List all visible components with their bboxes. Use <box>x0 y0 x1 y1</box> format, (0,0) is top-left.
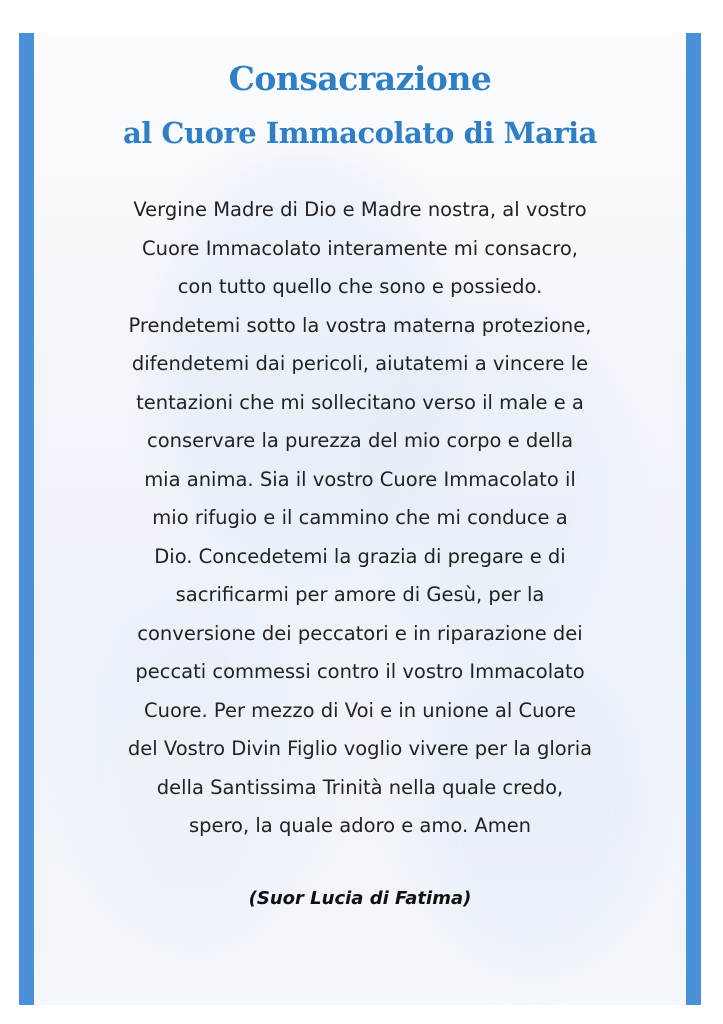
prayer-line: conversione dei peccatori e in riparazione dei <box>137 621 583 645</box>
prayer-line: Cuore. Per mezzo di Voi e in unione al Cuore <box>144 698 576 722</box>
prayer-card <box>34 33 686 1005</box>
right-blue-border <box>686 33 701 1005</box>
left-blue-border <box>19 33 34 1005</box>
prayer-line: mio rifugio e il cammino che mi conduce a <box>152 506 568 529</box>
prayer-line: Cuore Immacolato interamente mi consacro, <box>142 236 578 260</box>
prayer-line: tentazioni che mi sollecitano verso il male e a <box>136 390 584 414</box>
title-line-1: Consacrazione <box>228 59 492 98</box>
author-attribution: (Suor Lucia di Fatima) <box>248 888 472 909</box>
prayer-line: con tutto quello che sono e possiedo. <box>177 275 543 298</box>
prayer-text <box>34 191 686 846</box>
prayer-line: del Vostro Divin Figlio voglio vivere per la gloria <box>127 737 593 760</box>
prayer-line: della Santissima Trinità nella quale credo, <box>156 775 564 799</box>
prayer-line: Prendetemi sotto la vostra materna protezione, <box>128 313 592 337</box>
prayer-line: Vergine Madre di Dio e Madre nostra, al vostro <box>133 198 587 221</box>
prayer-line: difendetemi dai pericoli, aiutatemi a vincere le <box>131 352 589 375</box>
prayer-line: Dio. Concedetemi la grazia di pregare e di <box>154 544 566 568</box>
prayer-line: mia anima. Sia il vostro Cuore Immacolato il <box>144 467 576 491</box>
title-line-2: al Cuore Immacolato di Maria <box>123 116 597 150</box>
prayer-line: peccati commessi contro il vostro Immacolato <box>135 660 585 683</box>
prayer-line: sacrificarmi per amore di Gesù, per la <box>175 583 545 606</box>
prayer-line: spero, la quale adoro e amo. Amen <box>188 814 532 837</box>
prayer-line: conservare la purezza del mio corpo e della <box>146 429 574 452</box>
